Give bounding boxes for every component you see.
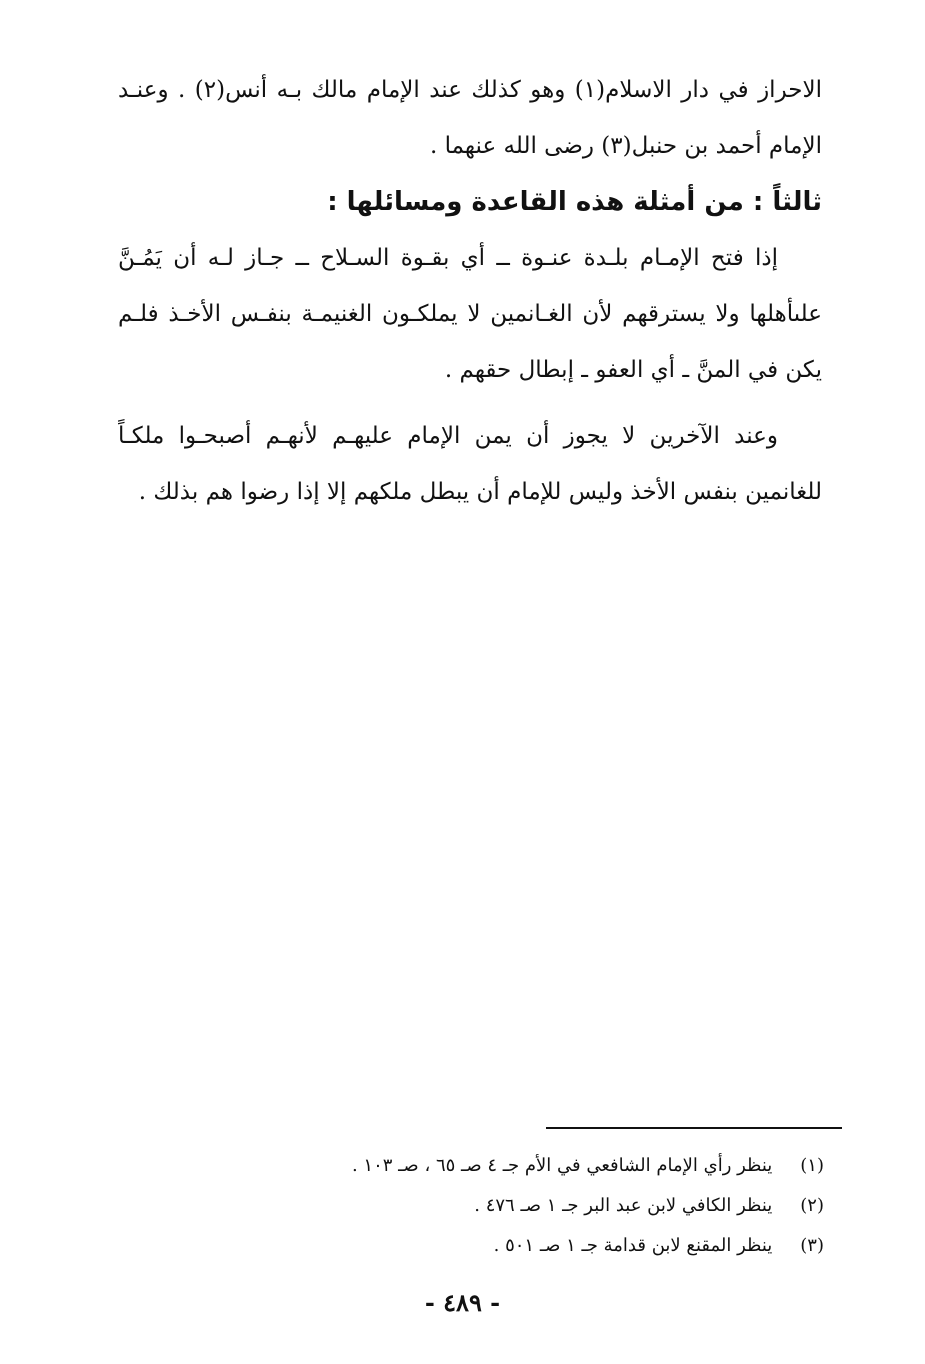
footnote-text: ينظر المقنع لابن قدامة جـ ١ صـ ٥٠١ .: [493, 1235, 773, 1256]
footnote-number: (٢): [800, 1195, 824, 1216]
footnote-text: ينظر رأي الإمام الشافعي في الأم جـ ٤ صـ ٦٥ ، صـ ١٠٣ .: [351, 1155, 773, 1176]
text-line-3: إذا فتح الإمـام بلـدة عنـوة ــ أي بقـوة السـلاح ــ جـاز لـه أن يَمُـنَّ: [118, 245, 778, 271]
footnotes: [300, 1146, 824, 1266]
page-number: - ٤٨٩ -: [424, 1288, 501, 1317]
section-heading: ثالثاً : من أمثلة هذه القاعدة ومسائلها :: [327, 187, 822, 217]
paragraph-gap: [118, 398, 822, 408]
footnote-text: ينظر الكافي لابن عبد البر جـ ١ صـ ٤٧٦ .: [474, 1195, 773, 1216]
text-line-2: الإمام أحمد بن حنبل(٣) رضى الله عنهما .: [430, 133, 822, 159]
text-line-4: علىأهلها ولا يسترقهم لأن الغـانمين لا يملكـون الغنيمـة بنفـس الأخـذ فلـم: [118, 301, 822, 327]
main-text: [118, 62, 822, 520]
footnote-2: [300, 1186, 824, 1226]
text-line-5: يكن في المنَّ ـ أي العفو ـ إبطال حقهم .: [444, 357, 822, 383]
text-line-1: الاحراز في دار الاسلام(١) وهو كذلك عند الإمام مالك بـه أنس(٢) . وعنـد: [118, 77, 822, 103]
text-line-7: للغانمين بنفس الأخذ وليس للإمام أن يبطل ملكهم إلا إذا رضوا هم بذلك .: [138, 479, 822, 505]
footnote-number: (١): [800, 1155, 824, 1176]
text-line-6: وعند الآخرين لا يجوز أن يمن الإمام عليهـم لأنهـم أصبحـوا ملكـاً: [118, 423, 778, 449]
footnote-1: [300, 1146, 824, 1186]
footnote-3: [300, 1226, 824, 1266]
footnote-number: (٣): [800, 1235, 824, 1256]
footnote-separator: [546, 1127, 842, 1129]
